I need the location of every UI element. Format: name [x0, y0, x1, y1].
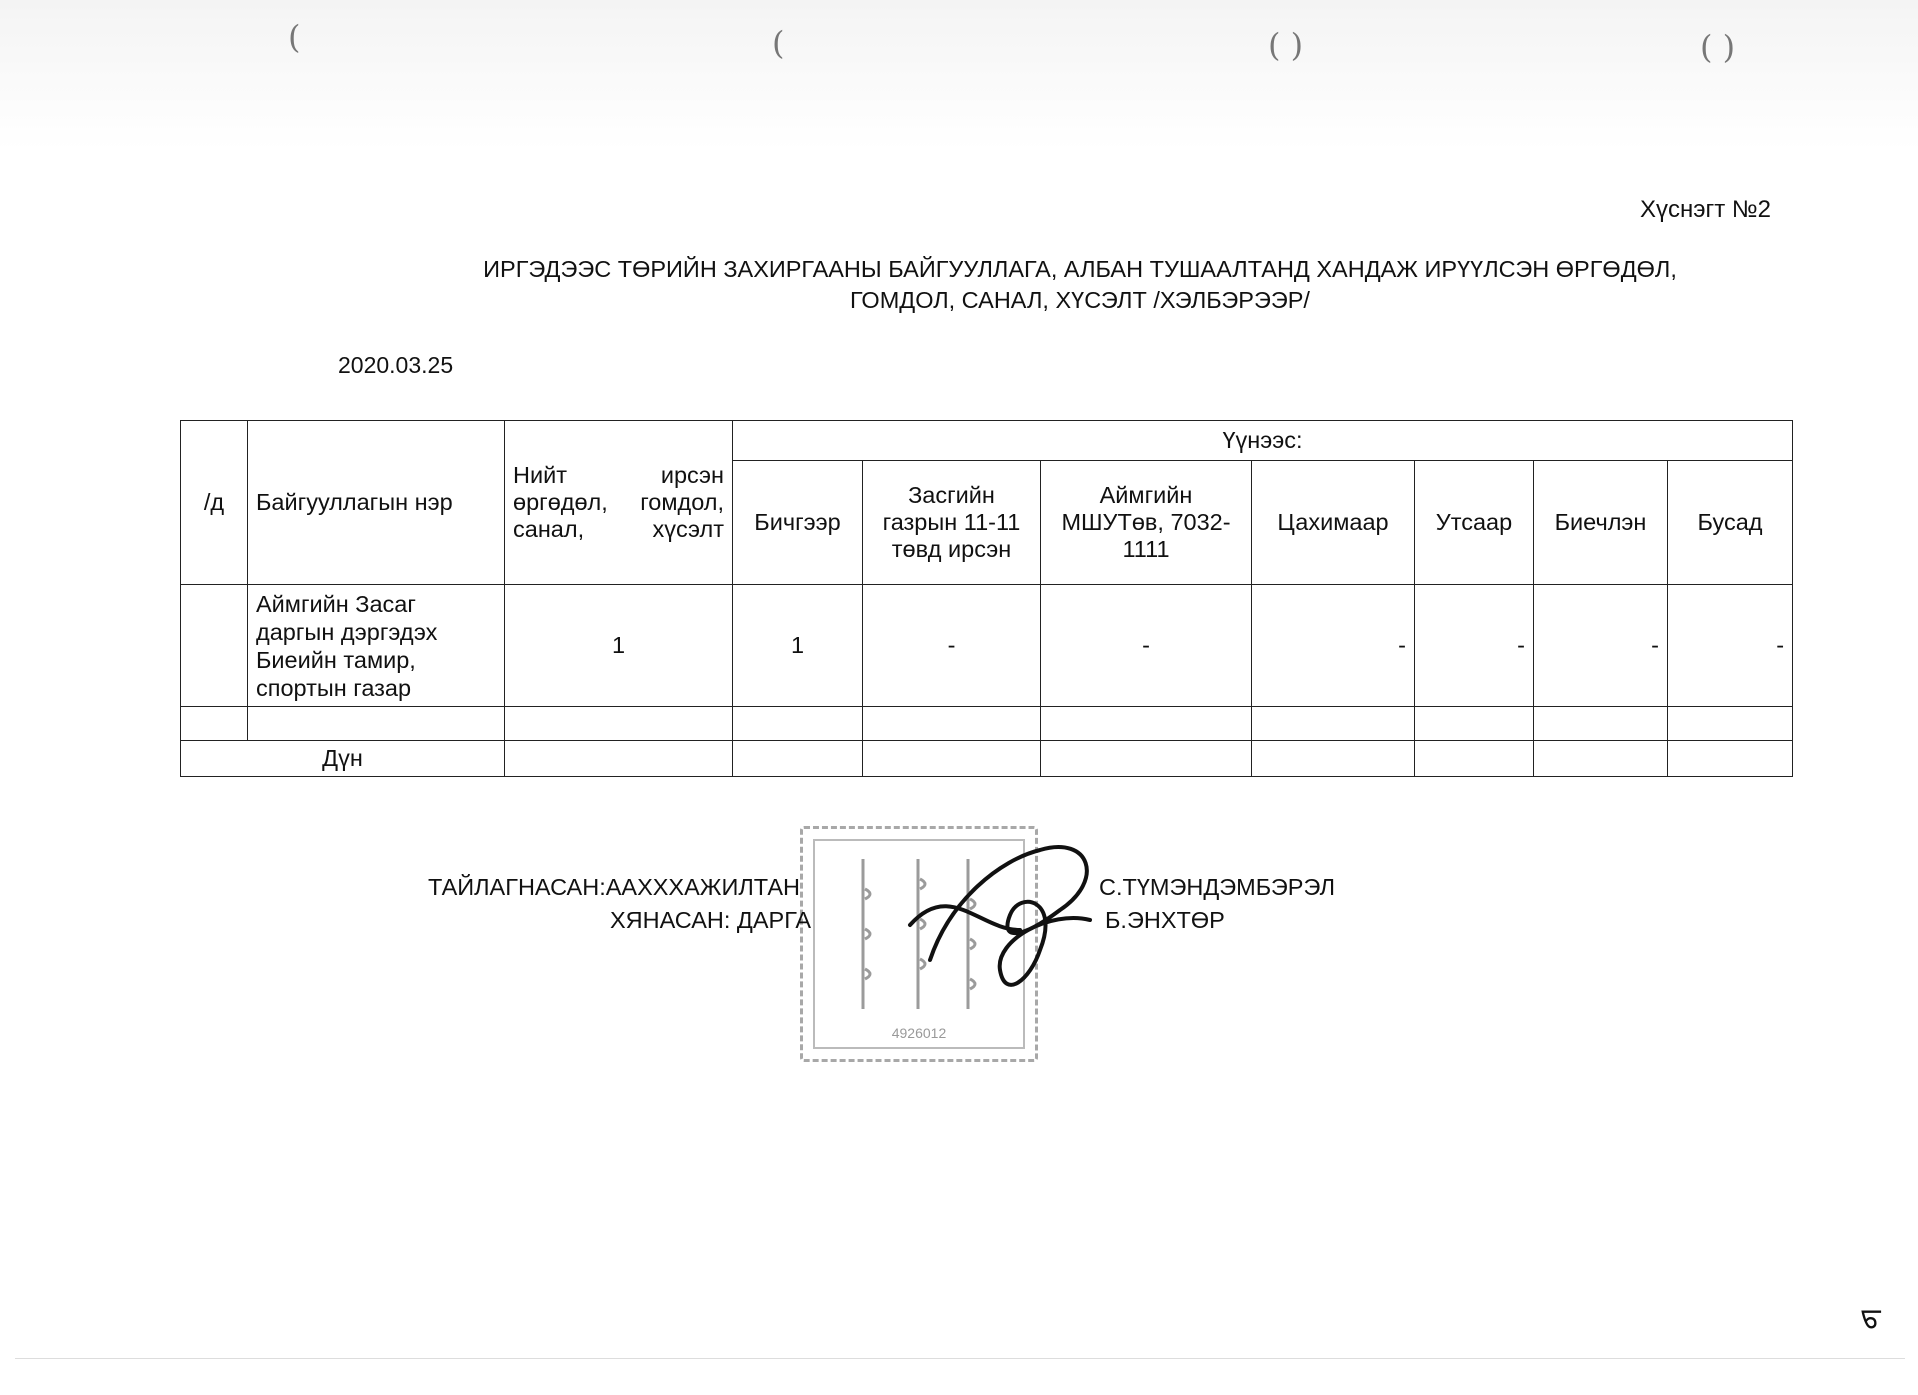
header-index: /д	[181, 421, 248, 585]
title-line-2: ГОМДОЛ, САНАЛ, ХҮСЭЛТ /ХЭЛБЭРЭЭР/	[850, 287, 1310, 313]
checked-by-label: ХЯНАСАН: ДАРГА	[610, 907, 812, 933]
header-other: Бусад	[1668, 461, 1793, 585]
document-title	[330, 254, 1830, 316]
header-written: Бичгээр	[733, 461, 863, 585]
header-org-name: Байгууллагын нэр	[248, 421, 505, 585]
punch-hole-mark: ( )	[1268, 26, 1304, 64]
cell-aimag-center: -	[1041, 585, 1252, 707]
header-gov-1111: Засгийн газрын 11-11 төвд ирсэн	[863, 461, 1041, 585]
cell-org-name: Аймгийн Засаг даргын дэргэдэх Биеийн тамир, спортын газар	[248, 585, 505, 707]
document-date: 2020.03.25	[338, 352, 454, 378]
page-mark-icon: ᠳ	[1860, 1298, 1883, 1331]
table-row	[181, 585, 1793, 707]
appendix-label: Хүснэгт №2	[1640, 196, 1772, 223]
punch-hole-mark: (	[772, 24, 785, 62]
cell-phone: -	[1415, 585, 1534, 707]
scan-edge-bottom	[15, 1358, 1905, 1359]
cell-gov-1111: -	[863, 585, 1041, 707]
title-line-1: ИРГЭДЭЭС ТӨРИЙН ЗАХИРГААНЫ БАЙГУУЛЛАГА, АЛБАН ТУШААЛТАНД ХАНДАЖ ИРҮҮЛСЭН ӨРГӨДӨЛ,	[483, 256, 1677, 282]
cell-written: 1	[733, 585, 863, 707]
reported-by-name: С.ТҮМЭНДЭМБЭРЭЛ	[1099, 874, 1335, 900]
cell-total: 1	[505, 585, 733, 707]
cell-electronic: -	[1252, 585, 1415, 707]
stamp-number: 4926012	[891, 1025, 947, 1041]
header-group-from: Үүнээс:	[733, 421, 1793, 461]
header-total: Нийт ирсэн өргөдөл, гомдол, санал, хүсэлт	[505, 421, 733, 585]
table-row-empty	[181, 707, 1793, 741]
checked-by-name: Б.ЭНХТӨР	[1105, 907, 1225, 933]
cell-other: -	[1668, 585, 1793, 707]
cell-in-person: -	[1534, 585, 1668, 707]
header-phone: Утсаар	[1415, 461, 1534, 585]
punch-hole-mark: (	[288, 18, 301, 56]
total-label: Дүн	[181, 741, 505, 777]
header-electronic: Цахимаар	[1252, 461, 1415, 585]
cell-index	[181, 585, 248, 707]
table-row-total	[181, 741, 1793, 777]
reported-by-label: ТАЙЛАГНАСАН:АAXXXАЖИЛТАН	[428, 874, 800, 900]
header-in-person: Биечлэн	[1534, 461, 1668, 585]
punch-hole-mark: ( )	[1700, 28, 1736, 66]
report-table	[180, 420, 1793, 777]
header-aimag-center: Аймгийн МШУТөв, 7032-1111	[1041, 461, 1252, 585]
